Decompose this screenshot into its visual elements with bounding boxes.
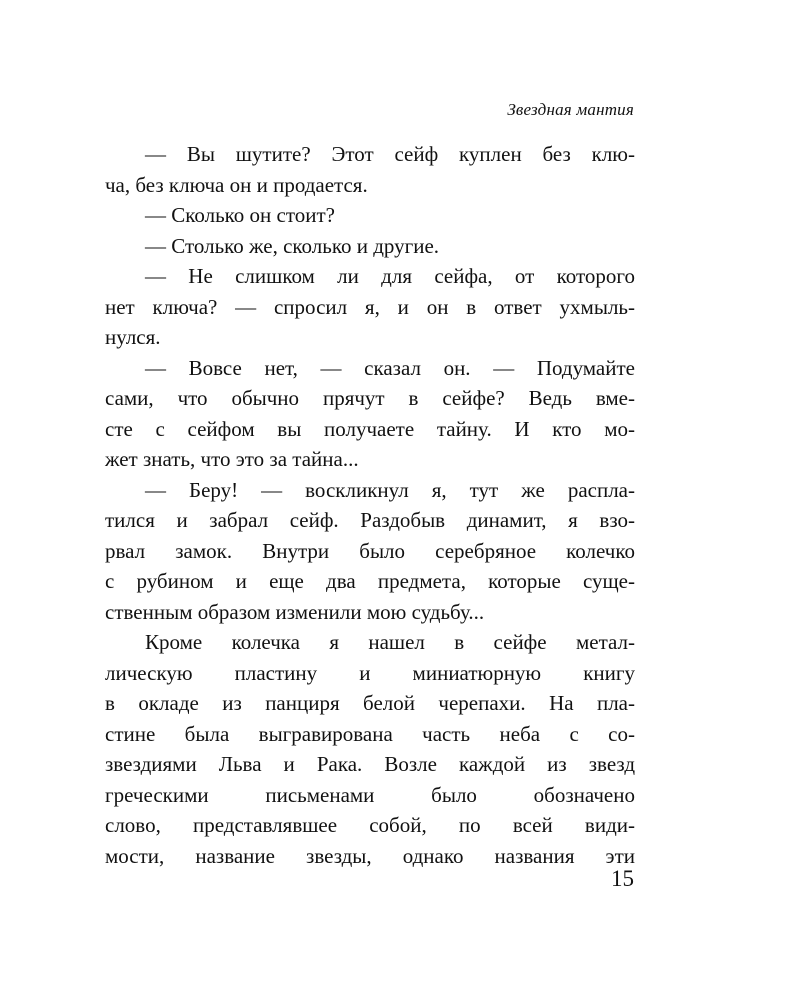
text-line: тился и забрал сейф. Раздобыв динамит, я взо- <box>105 508 635 532</box>
text-line: звездиями Льва и Рака. Возле каждой из звезд <box>105 752 635 776</box>
text-line: жет знать, что это за тайна... <box>105 447 359 471</box>
page-number: 15 <box>611 866 634 891</box>
text-line: рвал замок. Внутри было серебряное колечко <box>105 538 635 563</box>
text-line: ча, без ключа он и продается. <box>105 172 368 197</box>
text-line: Кроме колечка я нашел в сейфе метал- <box>145 630 635 654</box>
text-line: слово, представлявшее собой, по всей види- <box>105 813 635 837</box>
text-line: греческими письменами было обозначено <box>105 782 635 807</box>
text-line: сами, что обычно прячут в сейфе? Ведь вме- <box>105 386 635 410</box>
text-line: — Не слишком ли для сейфа, от которого <box>145 264 635 288</box>
text-line: нет ключа? — спросил я, и он в ответ ухмыль- <box>105 294 635 319</box>
text-line: — Сколько он стоит? <box>145 203 336 227</box>
text-line: мости, название звезды, однако названия эти <box>105 843 635 868</box>
running-header: Звездная мантия <box>507 100 634 119</box>
text-line: стине была выгравирована часть неба с со- <box>105 721 635 746</box>
text-line: — Вовсе нет, — сказал он. — Подумайте <box>145 355 635 380</box>
text-line: лическую пластину и миниатюрную книгу <box>105 660 635 685</box>
text-line: сте с сейфом вы получаете тайну. И кто мо- <box>105 416 635 441</box>
text-line: с рубином и еще два предмета, которые суще- <box>105 569 635 593</box>
text-line: — Столько же, сколько и другие. <box>145 233 440 258</box>
body-text <box>105 139 635 871</box>
text-line: в окладе из панциря белой черепахи. На пла- <box>105 691 635 715</box>
text-line: — Вы шутите? Этот сейф куплен без клю- <box>145 142 635 166</box>
text-line: нулся. <box>105 325 161 349</box>
text-line: ственным образом изменили мою судьбу... <box>105 599 485 624</box>
text-line: — Беру! — воскликнул я, тут же распла- <box>145 477 635 502</box>
